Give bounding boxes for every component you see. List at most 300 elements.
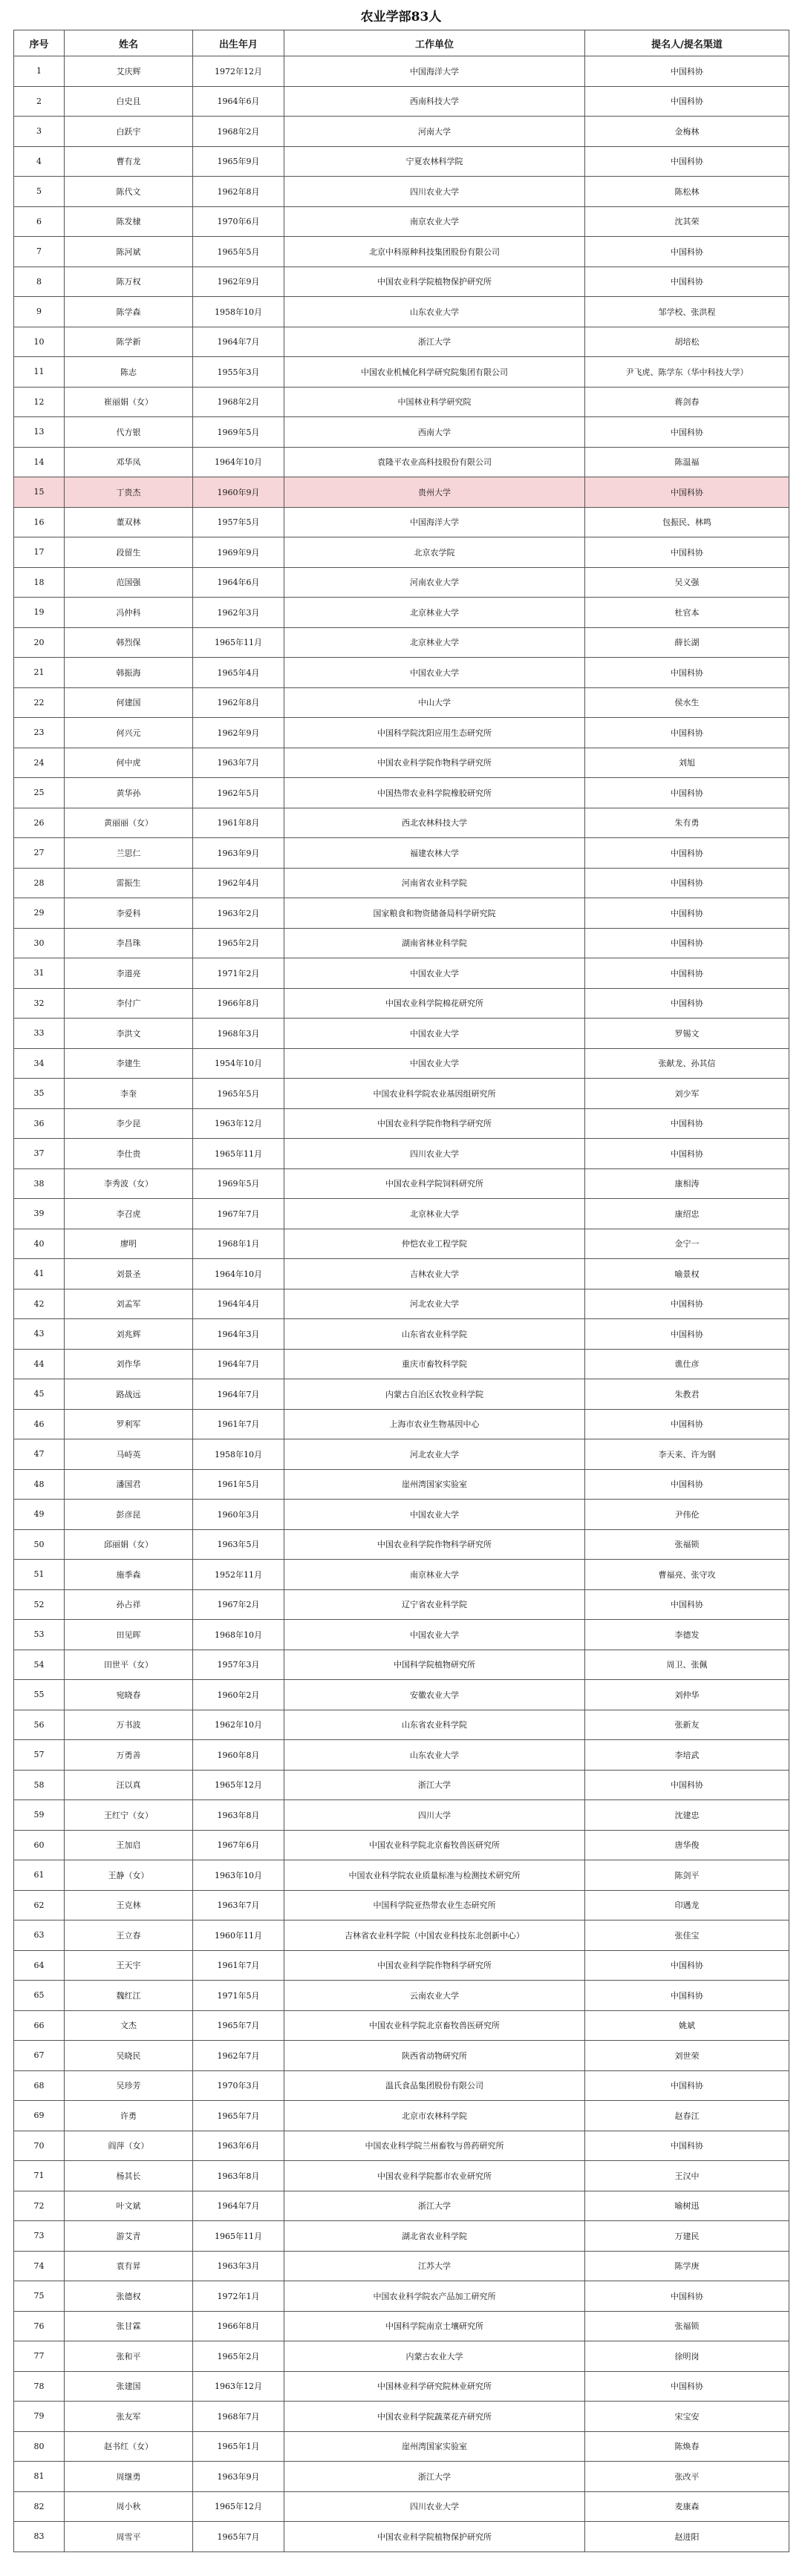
table-row bbox=[14, 2371, 789, 2402]
cell-name: 万书波 bbox=[65, 1710, 193, 1740]
cell-birth: 1964年6月 bbox=[193, 86, 284, 117]
cell-unit: 吉林农业大学 bbox=[284, 1259, 585, 1289]
cell-birth: 1960年9月 bbox=[193, 477, 284, 508]
cell-nominator: 李德发 bbox=[585, 1620, 789, 1650]
cell-unit: 云南农业大学 bbox=[284, 1981, 585, 2011]
cell-unit: 中国农业科学院农产品加工研究所 bbox=[284, 2281, 585, 2312]
cell-name: 田世平（女） bbox=[65, 1650, 193, 1680]
table-row bbox=[14, 1108, 789, 1139]
cell-unit: 中国农业科学院北京畜牧兽医研究所 bbox=[284, 1830, 585, 1860]
cell-name: 王加启 bbox=[65, 1830, 193, 1860]
cell-birth: 1963年5月 bbox=[193, 1529, 284, 1560]
cell-name: 吴珍芳 bbox=[65, 2070, 193, 2101]
cell-nominator: 陈松林 bbox=[585, 177, 789, 207]
cell-index: 38 bbox=[14, 1168, 65, 1199]
table-row bbox=[14, 2041, 789, 2071]
cell-nominator: 中国科协 bbox=[585, 778, 789, 808]
cell-nominator: 尹飞虎、陈学东（华中科技大学） bbox=[585, 357, 789, 388]
cell-unit: 国家粮食和物资储备局科学研究院 bbox=[284, 898, 585, 929]
table-row bbox=[14, 1981, 789, 2011]
cell-nominator: 康相涛 bbox=[585, 1168, 789, 1199]
cell-birth: 1968年7月 bbox=[193, 2402, 284, 2432]
table-row bbox=[14, 206, 789, 237]
cell-birth: 1964年7月 bbox=[193, 1379, 284, 1410]
cell-name: 韩烈保 bbox=[65, 627, 193, 658]
cell-unit: 仲恺农业工程学院 bbox=[284, 1229, 585, 1259]
cell-nominator: 刘世荣 bbox=[585, 2041, 789, 2071]
table-row bbox=[14, 117, 789, 147]
cell-nominator: 张福锁 bbox=[585, 1529, 789, 1560]
cell-nominator: 中国科协 bbox=[585, 146, 789, 177]
cell-index: 7 bbox=[14, 237, 65, 267]
table-row bbox=[14, 598, 789, 628]
cell-name: 杨其长 bbox=[65, 2161, 193, 2191]
cell-name: 李少昆 bbox=[65, 1108, 193, 1139]
cell-birth: 1963年9月 bbox=[193, 2462, 284, 2492]
cell-birth: 1965年4月 bbox=[193, 658, 284, 688]
cell-birth: 1964年10月 bbox=[193, 1259, 284, 1289]
cell-nominator: 张改平 bbox=[585, 2462, 789, 2492]
cell-birth: 1965年11月 bbox=[193, 627, 284, 658]
cell-nominator: 康绍忠 bbox=[585, 1199, 789, 1229]
cell-index: 69 bbox=[14, 2101, 65, 2131]
table-row bbox=[14, 1710, 789, 1740]
table-row bbox=[14, 2311, 789, 2341]
cell-unit: 河北农业大学 bbox=[284, 1439, 585, 1470]
cell-nominator: 中国科协 bbox=[585, 1469, 789, 1500]
cell-birth: 1965年7月 bbox=[193, 2522, 284, 2552]
cell-nominator: 刘旭 bbox=[585, 748, 789, 778]
cell-index: 10 bbox=[14, 327, 65, 357]
cell-birth: 1966年8月 bbox=[193, 2311, 284, 2341]
table-row bbox=[14, 537, 789, 568]
table-row bbox=[14, 297, 789, 327]
cell-nominator: 沈建忠 bbox=[585, 1800, 789, 1831]
cell-birth: 1968年1月 bbox=[193, 1229, 284, 1259]
cell-name: 周继勇 bbox=[65, 2462, 193, 2492]
cell-nominator: 包振民、林鸣 bbox=[585, 507, 789, 537]
table-row bbox=[14, 2251, 789, 2281]
cell-birth: 1965年9月 bbox=[193, 146, 284, 177]
cell-nominator: 喻景权 bbox=[585, 1259, 789, 1289]
cell-unit: 河北农业大学 bbox=[284, 1289, 585, 1319]
cell-unit: 南京农业大学 bbox=[284, 206, 585, 237]
cell-name: 罗利军 bbox=[65, 1409, 193, 1439]
cell-nominator: 中国科协 bbox=[585, 1409, 789, 1439]
table-row bbox=[14, 447, 789, 477]
cell-nominator: 中国科协 bbox=[585, 718, 789, 748]
table-row bbox=[14, 1379, 789, 1410]
table-row bbox=[14, 2161, 789, 2191]
cell-unit: 重庆市畜牧科学院 bbox=[284, 1349, 585, 1379]
cell-index: 37 bbox=[14, 1139, 65, 1169]
cell-nominator: 张新友 bbox=[585, 1710, 789, 1740]
cell-index: 81 bbox=[14, 2462, 65, 2492]
table-row bbox=[14, 2191, 789, 2221]
cell-birth: 1958年10月 bbox=[193, 297, 284, 327]
cell-name: 黄华孙 bbox=[65, 778, 193, 808]
table-row bbox=[14, 1319, 789, 1350]
cell-birth: 1966年8月 bbox=[193, 988, 284, 1019]
table-row bbox=[14, 1620, 789, 1650]
cell-nominator: 中国科协 bbox=[585, 2371, 789, 2402]
cell-unit: 北京林业大学 bbox=[284, 1199, 585, 1229]
cell-unit: 中国农业科学院植物保护研究所 bbox=[284, 2522, 585, 2552]
cell-birth: 1968年3月 bbox=[193, 1019, 284, 1049]
document-title: 农业学部83人 bbox=[360, 10, 442, 24]
cell-birth: 1965年11月 bbox=[193, 2221, 284, 2252]
table-row bbox=[14, 808, 789, 838]
cell-index: 27 bbox=[14, 838, 65, 869]
cell-nominator: 尹伟伦 bbox=[585, 1500, 789, 1530]
cell-birth: 1963年7月 bbox=[193, 748, 284, 778]
cell-nominator: 陈学庚 bbox=[585, 2251, 789, 2281]
cell-nominator: 王汉中 bbox=[585, 2161, 789, 2191]
cell-birth: 1963年12月 bbox=[193, 2371, 284, 2402]
cell-nominator: 中国科协 bbox=[585, 2070, 789, 2101]
cell-index: 50 bbox=[14, 1529, 65, 1560]
cell-birth: 1967年7月 bbox=[193, 1199, 284, 1229]
cell-nominator: 中国科协 bbox=[585, 988, 789, 1019]
cell-name: 陈学森 bbox=[65, 297, 193, 327]
cell-index: 20 bbox=[14, 627, 65, 658]
table-row bbox=[14, 1740, 789, 1771]
cell-birth: 1962年9月 bbox=[193, 718, 284, 748]
cell-index: 63 bbox=[14, 1920, 65, 1951]
cell-unit: 福建农林大学 bbox=[284, 838, 585, 869]
cell-name: 文杰 bbox=[65, 2010, 193, 2041]
cell-unit: 河南省农业科学院 bbox=[284, 868, 585, 898]
cell-index: 3 bbox=[14, 117, 65, 147]
cell-name: 宛晓春 bbox=[65, 1680, 193, 1710]
cell-nominator: 中国科协 bbox=[585, 267, 789, 297]
cell-name: 代方银 bbox=[65, 417, 193, 448]
table-row bbox=[14, 267, 789, 297]
cell-birth: 1963年8月 bbox=[193, 1800, 284, 1831]
cell-birth: 1961年8月 bbox=[193, 808, 284, 838]
table-row bbox=[14, 387, 789, 417]
cell-unit: 山东农业大学 bbox=[284, 1740, 585, 1771]
cell-name: 冯仲科 bbox=[65, 598, 193, 628]
cell-index: 40 bbox=[14, 1229, 65, 1259]
table-row bbox=[14, 928, 789, 958]
cell-unit: 中国农业科学院棉花研究所 bbox=[284, 988, 585, 1019]
table-row bbox=[14, 146, 789, 177]
cell-index: 52 bbox=[14, 1589, 65, 1620]
cell-unit: 中国农业大学 bbox=[284, 1048, 585, 1079]
cell-name: 李召虎 bbox=[65, 1199, 193, 1229]
cell-name: 许勇 bbox=[65, 2101, 193, 2131]
table-row bbox=[14, 1920, 789, 1951]
cell-name: 李昌珠 bbox=[65, 928, 193, 958]
cell-birth: 1965年1月 bbox=[193, 2431, 284, 2462]
cell-name: 王天宇 bbox=[65, 1950, 193, 1981]
table-row bbox=[14, 868, 789, 898]
cell-index: 83 bbox=[14, 2522, 65, 2552]
cell-unit: 中国林业科学研究院林业研究所 bbox=[284, 2371, 585, 2402]
table-row bbox=[14, 1229, 789, 1259]
cell-nominator: 印遇龙 bbox=[585, 1890, 789, 1920]
cell-birth: 1969年5月 bbox=[193, 1168, 284, 1199]
cell-nominator: 刘仲华 bbox=[585, 1680, 789, 1710]
cell-birth: 1957年5月 bbox=[193, 507, 284, 537]
cell-nominator: 侯水生 bbox=[585, 687, 789, 718]
cell-index: 33 bbox=[14, 1019, 65, 1049]
cell-birth: 1964年6月 bbox=[193, 567, 284, 598]
cell-nominator: 中国科协 bbox=[585, 1981, 789, 2011]
table-row bbox=[14, 417, 789, 448]
cell-name: 雷振生 bbox=[65, 868, 193, 898]
cell-index: 18 bbox=[14, 567, 65, 598]
cell-nominator: 杜官本 bbox=[585, 598, 789, 628]
cell-unit: 山东农业大学 bbox=[284, 297, 585, 327]
cell-index: 34 bbox=[14, 1048, 65, 1079]
cell-name: 李建生 bbox=[65, 1048, 193, 1079]
header-index: 序号 bbox=[14, 30, 65, 56]
cell-unit: 中国科学院亚热带农业生态研究所 bbox=[284, 1890, 585, 1920]
cell-nominator: 陈焕春 bbox=[585, 2431, 789, 2462]
cell-name: 邓华凤 bbox=[65, 447, 193, 477]
cell-unit: 中国农业科学院都市农业研究所 bbox=[284, 2161, 585, 2191]
cell-index: 48 bbox=[14, 1469, 65, 1500]
cell-name: 白跃宇 bbox=[65, 117, 193, 147]
cell-name: 陈发棣 bbox=[65, 206, 193, 237]
cell-nominator: 中国科协 bbox=[585, 1770, 789, 1800]
cell-index: 62 bbox=[14, 1890, 65, 1920]
table-row bbox=[14, 1500, 789, 1530]
cell-nominator: 中国科协 bbox=[585, 1319, 789, 1350]
cell-index: 54 bbox=[14, 1650, 65, 1680]
cell-index: 76 bbox=[14, 2311, 65, 2341]
table-row bbox=[14, 507, 789, 537]
cell-name: 袁有昇 bbox=[65, 2251, 193, 2281]
cell-unit: 中国农业科学院北京畜牧兽医研究所 bbox=[284, 2010, 585, 2041]
cell-unit: 吉林省农业科学院（中国农业科技东北创新中心） bbox=[284, 1920, 585, 1951]
cell-unit: 中国林业科学研究院 bbox=[284, 387, 585, 417]
cell-name: 何中虎 bbox=[65, 748, 193, 778]
table-row bbox=[14, 2431, 789, 2462]
table-row bbox=[14, 1560, 789, 1590]
table-row bbox=[14, 627, 789, 658]
cell-index: 53 bbox=[14, 1620, 65, 1650]
table-row bbox=[14, 1770, 789, 1800]
cell-birth: 1963年3月 bbox=[193, 2251, 284, 2281]
table-row bbox=[14, 687, 789, 718]
cell-unit: 中国农业科学院作物科学研究所 bbox=[284, 1529, 585, 1560]
cell-unit: 湖北省农业科学院 bbox=[284, 2221, 585, 2252]
cell-birth: 1967年2月 bbox=[193, 1589, 284, 1620]
table-row bbox=[14, 567, 789, 598]
cell-index: 56 bbox=[14, 1710, 65, 1740]
cell-name: 艾庆辉 bbox=[65, 56, 193, 87]
cell-name: 王静（女） bbox=[65, 1860, 193, 1891]
cell-birth: 1963年12月 bbox=[193, 1108, 284, 1139]
cell-name: 何建国 bbox=[65, 687, 193, 718]
cell-nominator: 中国科协 bbox=[585, 86, 789, 117]
cell-index: 31 bbox=[14, 958, 65, 989]
cell-nominator: 金梅林 bbox=[585, 117, 789, 147]
cell-birth: 1971年5月 bbox=[193, 1981, 284, 2011]
table-row bbox=[14, 2010, 789, 2041]
cell-index: 60 bbox=[14, 1830, 65, 1860]
cell-unit: 中国海洋大学 bbox=[284, 507, 585, 537]
cell-index: 57 bbox=[14, 1740, 65, 1771]
cell-name: 张甘霖 bbox=[65, 2311, 193, 2341]
table-row bbox=[14, 2281, 789, 2312]
cell-birth: 1965年12月 bbox=[193, 1770, 284, 1800]
cell-nominator: 中国科协 bbox=[585, 417, 789, 448]
cell-nominator: 唐华俊 bbox=[585, 1830, 789, 1860]
cell-index: 70 bbox=[14, 2131, 65, 2161]
cell-unit: 内蒙古自治区农牧业科学院 bbox=[284, 1379, 585, 1410]
cell-unit: 四川农业大学 bbox=[284, 1139, 585, 1169]
cell-unit: 西南科技大学 bbox=[284, 86, 585, 117]
table-row bbox=[14, 1079, 789, 1109]
cell-index: 21 bbox=[14, 658, 65, 688]
cell-unit: 浙江大学 bbox=[284, 1770, 585, 1800]
table-row bbox=[14, 2131, 789, 2161]
cell-name: 陈河斌 bbox=[65, 237, 193, 267]
cell-birth: 1962年10月 bbox=[193, 1710, 284, 1740]
cell-name: 邱丽娟（女） bbox=[65, 1529, 193, 1560]
table-row bbox=[14, 1950, 789, 1981]
table-row bbox=[14, 898, 789, 929]
cell-nominator: 中国科协 bbox=[585, 237, 789, 267]
cell-nominator: 中国科协 bbox=[585, 928, 789, 958]
cell-unit: 中国海洋大学 bbox=[284, 56, 585, 87]
cell-unit: 四川农业大学 bbox=[284, 2491, 585, 2522]
cell-name: 游艾青 bbox=[65, 2221, 193, 2252]
cell-name: 陈万权 bbox=[65, 267, 193, 297]
cell-nominator: 中国科协 bbox=[585, 868, 789, 898]
cell-nominator: 中国科协 bbox=[585, 1139, 789, 1169]
cell-birth: 1962年7月 bbox=[193, 2041, 284, 2071]
cell-index: 35 bbox=[14, 1079, 65, 1109]
table-row bbox=[14, 718, 789, 748]
cell-name: 王红宁（女） bbox=[65, 1800, 193, 1831]
cell-name: 李仕贵 bbox=[65, 1139, 193, 1169]
cell-index: 5 bbox=[14, 177, 65, 207]
cell-index: 14 bbox=[14, 447, 65, 477]
cell-birth: 1958年10月 bbox=[193, 1439, 284, 1470]
cell-index: 67 bbox=[14, 2041, 65, 2071]
table-row bbox=[14, 658, 789, 688]
table-row bbox=[14, 1409, 789, 1439]
header-unit: 工作单位 bbox=[284, 30, 585, 56]
cell-name: 彭彦昆 bbox=[65, 1500, 193, 1530]
table-row bbox=[14, 1469, 789, 1500]
table-row bbox=[14, 2522, 789, 2552]
cell-nominator: 中国科协 bbox=[585, 2131, 789, 2161]
table-row bbox=[14, 1800, 789, 1831]
table-header-row bbox=[14, 30, 789, 56]
cell-nominator: 中国科协 bbox=[585, 1589, 789, 1620]
cell-unit: 浙江大学 bbox=[284, 327, 585, 357]
cell-name: 张和平 bbox=[65, 2341, 193, 2372]
cell-name: 万勇善 bbox=[65, 1740, 193, 1771]
cell-unit: 湖南省林业科学院 bbox=[284, 928, 585, 958]
cell-unit: 山东省农业科学院 bbox=[284, 1710, 585, 1740]
cell-index: 4 bbox=[14, 146, 65, 177]
table-row bbox=[14, 1139, 789, 1169]
cell-nominator: 张佳宝 bbox=[585, 1920, 789, 1951]
cell-name: 路战远 bbox=[65, 1379, 193, 1410]
cell-unit: 安徽农业大学 bbox=[284, 1680, 585, 1710]
cell-birth: 1961年7月 bbox=[193, 1950, 284, 1981]
cell-birth: 1970年6月 bbox=[193, 206, 284, 237]
cell-name: 王立春 bbox=[65, 1920, 193, 1951]
cell-nominator: 赵进阳 bbox=[585, 2522, 789, 2552]
cell-index: 65 bbox=[14, 1981, 65, 2011]
cell-nominator: 胡培松 bbox=[585, 327, 789, 357]
table-row bbox=[14, 1589, 789, 1620]
cell-index: 49 bbox=[14, 1500, 65, 1530]
cell-nominator: 中国科协 bbox=[585, 838, 789, 869]
cell-nominator: 麦康森 bbox=[585, 2491, 789, 2522]
table-row bbox=[14, 1259, 789, 1289]
cell-birth: 1965年5月 bbox=[193, 237, 284, 267]
cell-birth: 1964年10月 bbox=[193, 447, 284, 477]
cell-name: 孙占祥 bbox=[65, 1589, 193, 1620]
cell-birth: 1970年3月 bbox=[193, 2070, 284, 2101]
cell-name: 魏红江 bbox=[65, 1981, 193, 2011]
cell-birth: 1960年11月 bbox=[193, 1920, 284, 1951]
cell-index: 75 bbox=[14, 2281, 65, 2312]
cell-name: 廖明 bbox=[65, 1229, 193, 1259]
cell-name: 黄丽丽（女） bbox=[65, 808, 193, 838]
table-row bbox=[14, 1048, 789, 1079]
cell-name: 李爱科 bbox=[65, 898, 193, 929]
cell-unit: 北京林业大学 bbox=[284, 598, 585, 628]
table-row bbox=[14, 2101, 789, 2131]
cell-nominator: 中国科协 bbox=[585, 898, 789, 929]
cell-name: 陈学新 bbox=[65, 327, 193, 357]
cell-birth: 1968年2月 bbox=[193, 387, 284, 417]
cell-birth: 1972年12月 bbox=[193, 56, 284, 87]
cell-nominator: 陈温福 bbox=[585, 447, 789, 477]
cell-birth: 1971年2月 bbox=[193, 958, 284, 989]
cell-nominator: 周卫、张佩 bbox=[585, 1650, 789, 1680]
cell-unit: 中国农业大学 bbox=[284, 958, 585, 989]
cell-name: 张友军 bbox=[65, 2402, 193, 2432]
cell-name: 刘作华 bbox=[65, 1349, 193, 1379]
cell-unit: 河南大学 bbox=[284, 117, 585, 147]
cell-index: 55 bbox=[14, 1680, 65, 1710]
cell-name: 施季森 bbox=[65, 1560, 193, 1590]
table-row bbox=[14, 177, 789, 207]
cell-index: 39 bbox=[14, 1199, 65, 1229]
cell-name: 张建国 bbox=[65, 2371, 193, 2402]
cell-nominator: 中国科协 bbox=[585, 958, 789, 989]
cell-name: 赵书红（女） bbox=[65, 2431, 193, 2462]
cell-unit: 北京林业大学 bbox=[284, 627, 585, 658]
cell-nominator: 李天来、许为钢 bbox=[585, 1439, 789, 1470]
cell-index: 68 bbox=[14, 2070, 65, 2101]
cell-nominator: 徐明岗 bbox=[585, 2341, 789, 2372]
table-row bbox=[14, 838, 789, 869]
cell-index: 1 bbox=[14, 56, 65, 87]
cell-name: 范国强 bbox=[65, 567, 193, 598]
cell-name: 何兴元 bbox=[65, 718, 193, 748]
cell-index: 74 bbox=[14, 2251, 65, 2281]
cell-name: 叶文斌 bbox=[65, 2191, 193, 2221]
cell-unit: 浙江大学 bbox=[284, 2462, 585, 2492]
cell-nominator: 邹学校、张洪程 bbox=[585, 297, 789, 327]
cell-index: 82 bbox=[14, 2491, 65, 2522]
table-row bbox=[14, 56, 789, 87]
table-row bbox=[14, 958, 789, 989]
cell-birth: 1962年9月 bbox=[193, 267, 284, 297]
